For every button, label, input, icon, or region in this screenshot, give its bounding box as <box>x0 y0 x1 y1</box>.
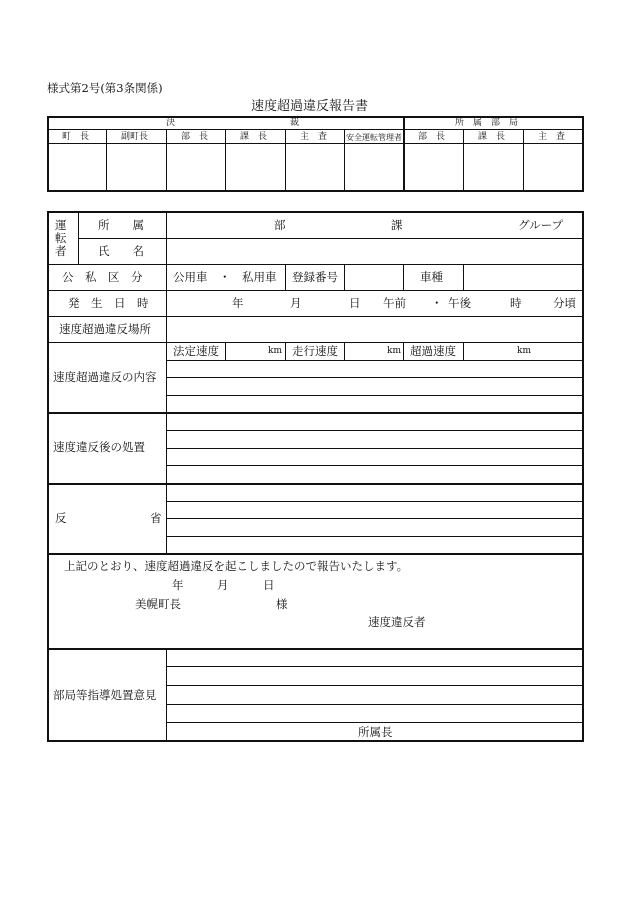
dot-label: ・ <box>431 296 443 310</box>
approver-col-director: 部 長 <box>181 132 209 142</box>
driver-label-3: 者 <box>55 244 67 258</box>
registration-label: 登録番号 <box>292 270 338 284</box>
over-speed-unit: km <box>517 346 531 356</box>
opinion-label: 部局等指導処置意見 <box>53 688 157 702</box>
driver-label-2: 転 <box>55 231 67 245</box>
after-label: 速度違反後の処置 <box>53 440 145 454</box>
vehicle-model-label: 車種 <box>420 270 443 284</box>
hour-label: 時 <box>510 296 522 310</box>
legal-speed-label: 法定速度 <box>173 344 219 358</box>
kessai-label: 決 <box>166 118 176 128</box>
page-title: 速度超過違反報告書 <box>251 99 369 114</box>
approver-col-dept-supervisor: 主 査 <box>538 132 566 142</box>
approver-col-section-chief: 課 長 <box>240 132 268 142</box>
approver-col-safety-manager: 安全運転管理者 <box>346 133 402 142</box>
legal-speed-unit: km <box>268 346 282 356</box>
violator-label: 速度違反者 <box>368 615 426 629</box>
sama-label: 様 <box>276 597 288 611</box>
vehicle-type-options[interactable]: 公用車 ・ 私用車 <box>173 270 277 284</box>
travel-speed-label: 走行速度 <box>292 344 338 358</box>
approver-col-mayor: 町 長 <box>62 132 90 142</box>
group-label: グループ <box>518 218 564 232</box>
content-label: 速度超過違反の内容 <box>53 370 157 384</box>
ka-label: 課 <box>391 218 403 232</box>
place-field[interactable] <box>168 318 580 340</box>
pm-label: 午後 <box>448 296 471 310</box>
date-year: 年 <box>172 578 184 592</box>
place-label: 速度超過違反場所 <box>59 322 151 336</box>
am-label: 午前 <box>383 296 406 310</box>
vehicle-model-field[interactable] <box>465 266 580 288</box>
shozoku-label: 所 属 <box>98 218 144 232</box>
shozoku-bukyoku-label: 所 属 部 局 <box>455 118 519 128</box>
reflection-label-2: 省 <box>150 511 162 525</box>
month-label: 月 <box>290 296 302 310</box>
addressee: 美幌町長 <box>135 597 181 611</box>
sai-label: 裁 <box>290 118 300 128</box>
reflection-label-1: 反 <box>55 511 67 525</box>
director-label: 所属長 <box>358 725 393 739</box>
name-field[interactable] <box>168 240 580 262</box>
approver-col-supervisor: 主 査 <box>300 132 328 142</box>
statement-text: 上記のとおり、速度超過違反を起こしましたので報告いたします。 <box>64 559 409 573</box>
over-speed-label: 超過速度 <box>410 344 456 358</box>
approver-col-deputy-mayor: 副町長 <box>121 132 149 142</box>
bu-label: 部 <box>274 218 286 232</box>
date-month: 月 <box>217 578 229 592</box>
travel-speed-unit: km <box>387 346 401 356</box>
approver-col-dept-chief: 課 長 <box>478 132 506 142</box>
approver-col-dept-director: 部 長 <box>418 132 446 142</box>
form-number: 様式第2号(第3条関係) <box>47 81 163 95</box>
day-label: 日 <box>349 296 361 310</box>
driver-label-1: 運 <box>55 218 67 232</box>
shimei-label: 氏 名 <box>98 244 144 258</box>
year-label: 年 <box>232 296 244 310</box>
koshi-label: 公 私 区 分 <box>62 270 143 284</box>
registration-field[interactable] <box>346 266 401 288</box>
occurred-label: 発 生 日 時 <box>68 296 149 310</box>
date-day: 日 <box>263 578 275 592</box>
minute-label: 分頃 <box>553 296 576 310</box>
